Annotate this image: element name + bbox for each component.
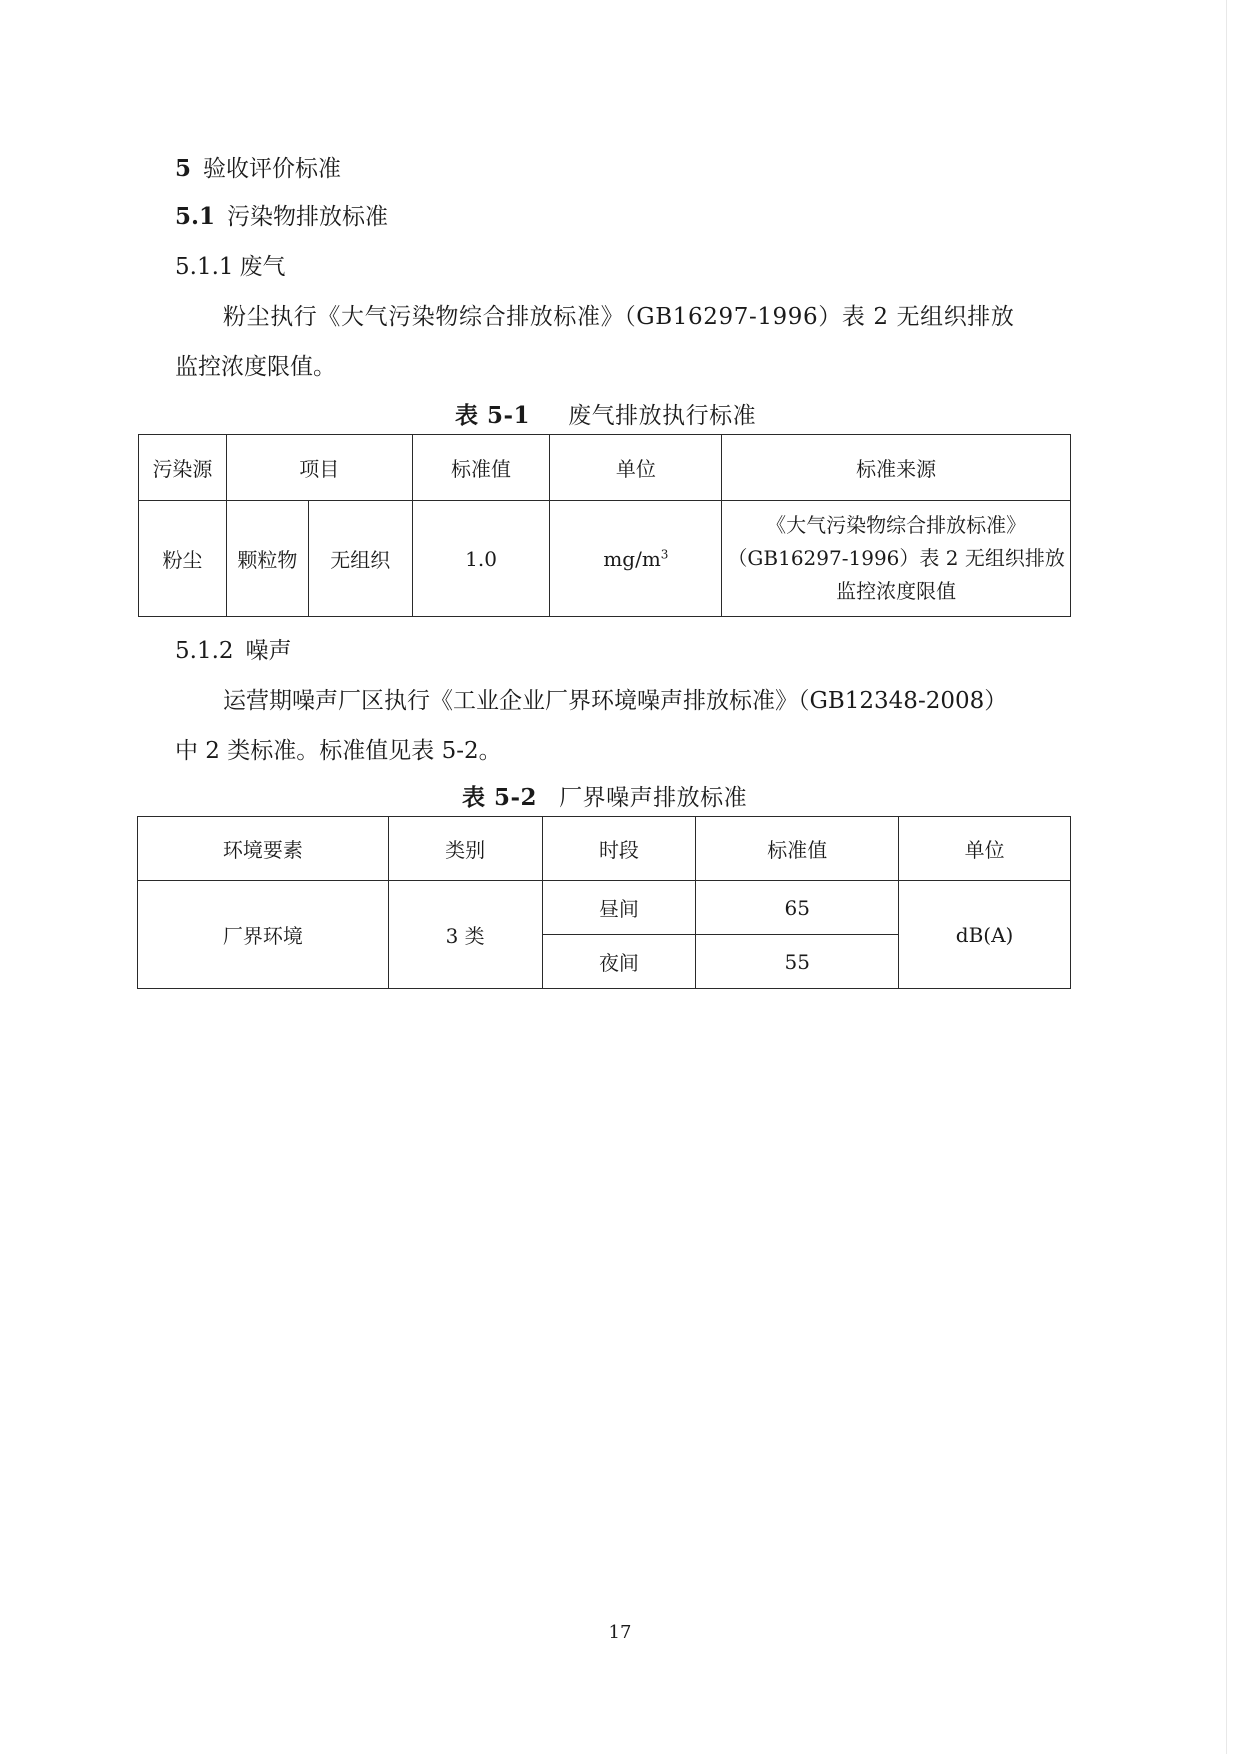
period-cell: 昼间 xyxy=(542,881,696,935)
header-cell: 标准值 xyxy=(412,435,550,501)
header-cell: 污染源 xyxy=(139,435,227,501)
caption-title: 厂界噪声排放标准 xyxy=(559,785,748,811)
table-5-2 xyxy=(137,816,1071,989)
period-cell: 夜间 xyxy=(542,935,696,989)
caption-number: 表 5-1 xyxy=(455,402,531,429)
table-row xyxy=(139,501,1071,617)
standard-source-line: （GB16297-1996）表 2 无组织排放 xyxy=(727,546,1065,570)
value-cell: 55 xyxy=(696,935,899,989)
table-header-row xyxy=(139,435,1071,501)
item-cell: 颗粒物 xyxy=(226,501,308,617)
table-5-2-caption xyxy=(462,779,747,812)
section-title: 废气 xyxy=(239,254,286,280)
section-number: 5.1.1 xyxy=(175,254,234,280)
section-5-heading xyxy=(175,150,341,183)
header-cell: 标准值 xyxy=(696,817,899,881)
environment-element-cell: 厂界环境 xyxy=(138,881,389,989)
header-cell: 标准来源 xyxy=(722,435,1071,501)
caption-number: 表 5-2 xyxy=(462,784,538,811)
standard-source-cell xyxy=(722,501,1071,617)
paragraph-noise-line2: 中 2 类标准。标准值见表 5-2。 xyxy=(175,738,502,764)
header-cell: 项目 xyxy=(226,435,412,501)
unit-cell xyxy=(550,501,722,617)
paragraph-noise-line1: 运营期噪声厂区执行《工业企业厂界环境噪声排放标准》（GB12348-2008） xyxy=(223,688,1008,714)
section-number: 5.1.2 xyxy=(175,638,234,664)
emission-type-cell: 无组织 xyxy=(308,501,412,617)
section-title: 噪声 xyxy=(245,638,292,664)
header-cell: 单位 xyxy=(550,435,722,501)
header-cell: 时段 xyxy=(542,817,696,881)
table-row xyxy=(138,881,1071,935)
value-cell: 65 xyxy=(696,881,899,935)
standard-source-line: 《大气污染物综合排放标准》 xyxy=(766,513,1027,537)
source-cell: 粉尘 xyxy=(139,501,227,617)
section-number: 5 xyxy=(175,155,192,182)
paragraph-dust-line1: 粉尘执行《大气污染物综合排放标准》（GB16297-1996）表 2 无组织排放 xyxy=(223,304,1015,330)
unit-superscript: 3 xyxy=(660,546,669,561)
table-5-1-caption xyxy=(455,397,756,430)
section-title: 验收评价标准 xyxy=(203,156,342,182)
section-5-1-heading xyxy=(175,198,388,231)
table-5-1 xyxy=(138,434,1071,617)
header-cell: 环境要素 xyxy=(138,817,389,881)
scan-edge-line xyxy=(1226,0,1227,1754)
header-cell: 类别 xyxy=(388,817,542,881)
paragraph-dust-line2: 监控浓度限值。 xyxy=(175,354,336,380)
page-number: 17 xyxy=(608,1622,632,1643)
value-cell: 1.0 xyxy=(412,501,550,617)
caption-title: 废气排放执行标准 xyxy=(568,403,757,429)
category-cell: 3 类 xyxy=(388,881,542,989)
table-header-row xyxy=(138,817,1071,881)
section-5-1-2-heading xyxy=(175,632,292,665)
section-number: 5.1 xyxy=(175,203,216,230)
standard-source-line: 监控浓度限值 xyxy=(836,579,957,603)
header-cell: 单位 xyxy=(899,817,1071,881)
unit-cell: dB(A) xyxy=(899,881,1071,989)
unit-base: mg/m xyxy=(603,546,661,571)
section-title: 污染物排放标准 xyxy=(227,204,389,230)
section-5-1-1-heading xyxy=(175,248,286,281)
